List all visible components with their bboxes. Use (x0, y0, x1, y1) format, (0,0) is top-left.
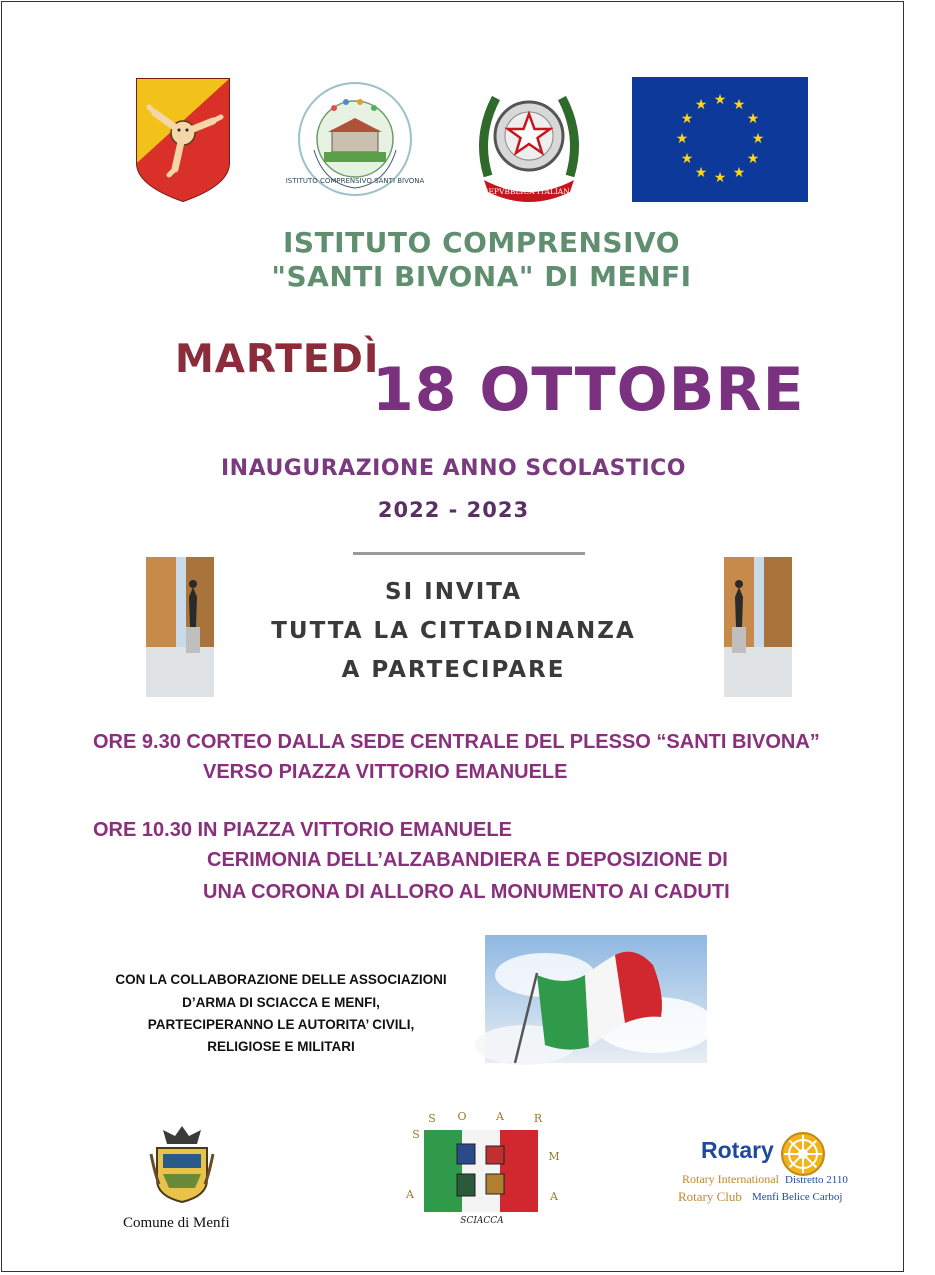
school-title-line-1: ISTITUTO COMPRENSIVO (282, 226, 680, 259)
svg-text:★: ★ (680, 151, 694, 167)
collaboration-line-1: CON LA COLLABORAZIONE DELLE ASSOCIAZIONI (115, 972, 447, 987)
svg-text:★: ★ (751, 131, 765, 147)
school-year: 2022 - 2023 (377, 498, 530, 522)
svg-text:★: ★ (746, 151, 760, 167)
svg-text:★: ★ (694, 97, 708, 113)
event-day: MARTEDÌ (175, 337, 380, 382)
collaboration-line-3: PARTECIPERANNO LE AUTORITA’ CIVILI, (147, 1017, 415, 1032)
svg-text:★: ★ (694, 165, 708, 181)
collaboration-line-4: RELIGIOSE E MILITARI (207, 1039, 355, 1054)
rotary-international-label: Rotary International (682, 1172, 779, 1186)
schedule-item-1-line-1: ORE 9.30 CORTEO DALLA SEDE CENTRALE DEL PLESSO “SANTI BIVONA” (93, 731, 820, 753)
assoarma-letter-7: M (548, 1150, 560, 1163)
european-union-flag (632, 77, 808, 202)
svg-text:★: ★ (732, 165, 746, 181)
rotary-club-name: Menfi Belice Carboj (752, 1191, 843, 1203)
italian-republic-emblem (470, 76, 588, 204)
assoarma-letter-4: O (457, 1110, 467, 1123)
svg-text:★: ★ (713, 92, 727, 108)
schedule-item-1-line-2: VERSO PIAZZA VITTORIO EMANUELE (203, 761, 568, 783)
invitation-line-1: SI INVITA (385, 579, 522, 605)
svg-text:★: ★ (732, 97, 746, 113)
assoarma-letter-6: R (533, 1112, 543, 1125)
republic-ribbon-text: REPVBBLICA ITALIANA (482, 187, 576, 196)
assoarma-letter-1: A (406, 1188, 414, 1201)
invitation-line-3: A PARTECIPARE (341, 657, 566, 683)
svg-text:★: ★ (746, 111, 760, 127)
event-date: 18 OTTOBRE (372, 355, 805, 425)
school-logo (285, 80, 425, 198)
menfi-label: Comune di Menfi (123, 1215, 230, 1231)
rotary-wordmark: Rotary (701, 1137, 774, 1163)
schedule-item-2-line-1: ORE 10.30 IN PIAZZA VITTORIO EMANUELE (93, 819, 512, 841)
rotary-wheel-icon (780, 1131, 826, 1177)
rotary-club-label: Rotary Club (678, 1189, 742, 1204)
schedule-item-2-line-3: UNA CORONA DI ALLORO AL MONUMENTO AI CADUTI (203, 881, 730, 903)
invitation-line-2: TUTTA LA CITTADINANZA (271, 618, 636, 644)
divider-line (353, 552, 585, 555)
school-logo-text: ISTITUTO COMPRENSIVO SANTI BIVONA (285, 177, 425, 185)
assoarma-sciacca-logo (402, 1108, 562, 1226)
school-title-line-2: "SANTI BIVONA" DI MENFI (271, 260, 692, 293)
assoarma-letter-2: S (412, 1128, 420, 1141)
svg-text:★: ★ (675, 131, 689, 147)
rotary-district-label: Distretto 2110 (785, 1174, 848, 1186)
collaboration-line-2: D’ARMA DI SCIACCA E MENFI, (182, 995, 380, 1010)
sicily-region-crest (135, 77, 231, 203)
menfi-municipality-crest (151, 1124, 213, 1204)
assoarma-letter-3: S (428, 1112, 436, 1125)
assoarma-letter-5: A (496, 1110, 504, 1123)
svg-text:★: ★ (713, 170, 727, 186)
assoarma-letter-8: A (550, 1190, 558, 1203)
event-title: INAUGURAZIONE ANNO SCOLASTICO (221, 456, 686, 481)
schedule-item-2-line-2: CERIMONIA DELL’ALZABANDIERA E DEPOSIZIONE DI (207, 849, 728, 871)
italian-flag-photo (485, 935, 707, 1063)
assoarma-city: SCIACCA (460, 1216, 504, 1226)
svg-text:★: ★ (680, 111, 694, 127)
